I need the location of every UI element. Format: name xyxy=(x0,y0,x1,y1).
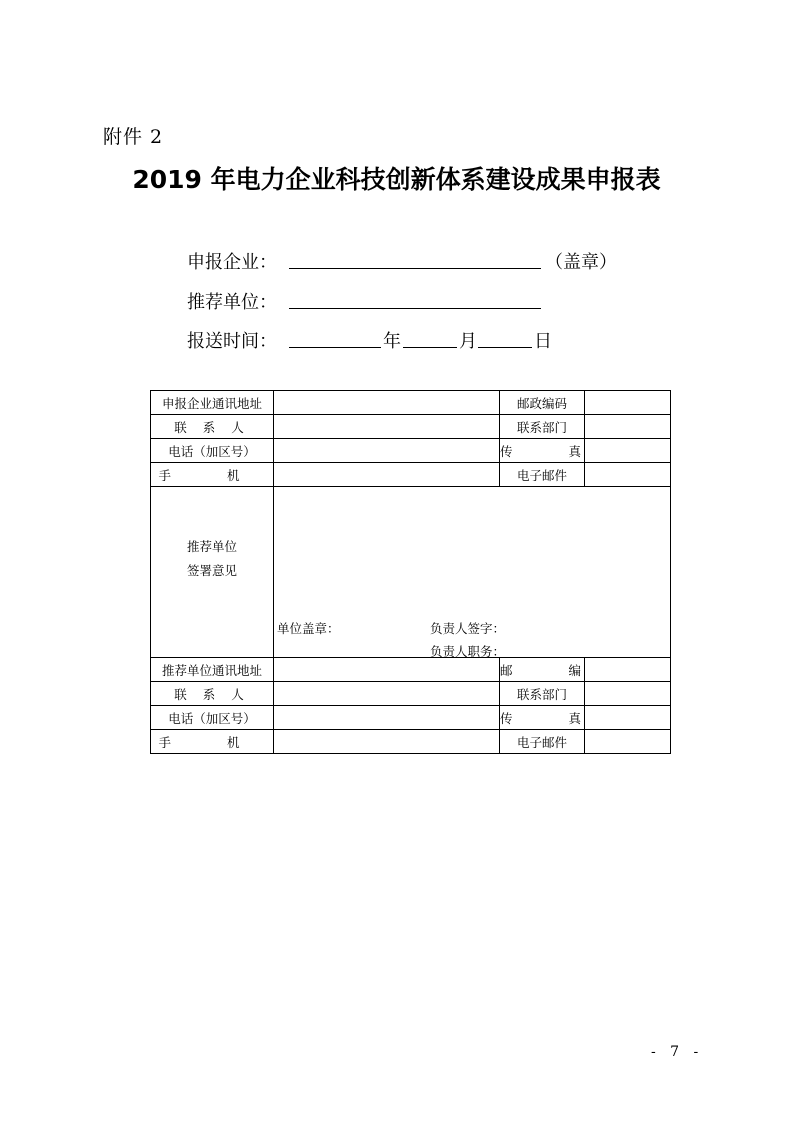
day-label: 日 xyxy=(534,331,552,352)
contact-dept-2-cell[interactable] xyxy=(585,682,671,706)
mobile-cell[interactable] xyxy=(274,463,500,487)
day-field[interactable] xyxy=(478,327,532,348)
contact-dept-label: 联系部门 xyxy=(500,415,585,439)
contact-dept-2-label: 联系部门 xyxy=(500,682,585,706)
opinion-cell[interactable] xyxy=(274,487,671,658)
recommender-row xyxy=(187,288,627,314)
email-cell[interactable] xyxy=(585,463,671,487)
mobile-2-label: 手 机 xyxy=(151,730,274,754)
table-row xyxy=(151,487,671,658)
mobile-2-cell[interactable] xyxy=(274,730,500,754)
page-number: - 7 - xyxy=(651,1044,704,1060)
post-short-label: 邮 编 xyxy=(500,658,585,682)
table-row xyxy=(151,415,671,439)
email-label: 电子邮件 xyxy=(500,463,585,487)
recommender-address-label: 推荐单位通讯地址 xyxy=(151,658,274,682)
contact-dept-cell[interactable] xyxy=(585,415,671,439)
recommender-field[interactable] xyxy=(289,288,541,309)
phone-label: 电话（加区号） xyxy=(151,439,274,463)
table-row xyxy=(151,391,671,415)
phone-2-label: 电话（加区号） xyxy=(151,706,274,730)
month-field[interactable] xyxy=(403,327,457,348)
phone-2-cell[interactable] xyxy=(274,706,500,730)
table-row xyxy=(151,439,671,463)
enterprise-label: 申报企业： xyxy=(187,252,277,273)
email-2-cell[interactable] xyxy=(585,730,671,754)
enterprise-row xyxy=(187,248,627,274)
seal-label: （盖章） xyxy=(545,252,617,273)
postcode-label: 邮政编码 xyxy=(500,391,585,415)
opinion-label xyxy=(151,487,274,658)
opinion-label-line1: 推荐单位 xyxy=(186,539,237,554)
mobile-label: 手 机 xyxy=(151,463,274,487)
postcode-cell[interactable] xyxy=(585,391,671,415)
table-row xyxy=(151,706,671,730)
date-row xyxy=(187,327,627,353)
opinion-label-line2: 签署意见 xyxy=(186,563,237,578)
enterprise-address-cell[interactable] xyxy=(274,391,500,415)
contact-person-label: 联 系 人 xyxy=(151,415,274,439)
recommender-address-cell[interactable] xyxy=(274,658,500,682)
table-row xyxy=(151,463,671,487)
phone-cell[interactable] xyxy=(274,439,500,463)
document-title: 2019 年电力企业科技创新体系建设成果申报表 xyxy=(132,165,661,194)
attachment-label: 附件 2 xyxy=(103,126,164,148)
year-field[interactable] xyxy=(289,327,381,348)
table-row xyxy=(151,730,671,754)
year-label: 年 xyxy=(383,331,401,352)
application-form-table xyxy=(150,390,671,754)
enterprise-field[interactable] xyxy=(289,248,541,269)
month-label: 月 xyxy=(459,331,477,352)
contact-person-cell[interactable] xyxy=(274,415,500,439)
contact-person-2-cell[interactable] xyxy=(274,682,500,706)
email-2-label: 电子邮件 xyxy=(500,730,585,754)
contact-person-2-label: 联 系 人 xyxy=(151,682,274,706)
leader-title-label: 负责人职务： xyxy=(430,644,506,659)
unit-seal-label: 单位盖章： xyxy=(277,621,340,636)
fax-label: 传 真 xyxy=(500,439,585,463)
table-row xyxy=(151,682,671,706)
recommender-label: 推荐单位： xyxy=(187,292,277,313)
fax-2-label: 传 真 xyxy=(500,706,585,730)
date-label: 报送时间： xyxy=(187,331,277,352)
table-row xyxy=(151,658,671,682)
leader-sign-label: 负责人签字： xyxy=(430,621,506,636)
enterprise-address-label: 申报企业通讯地址 xyxy=(151,391,274,415)
